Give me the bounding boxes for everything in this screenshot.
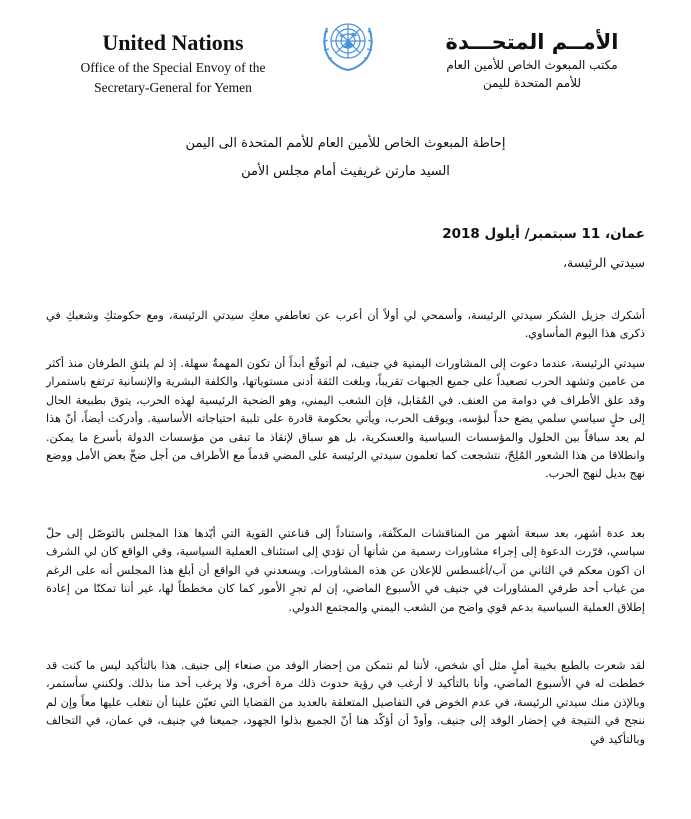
briefing-title: إحاطة المبعوث الخاص للأمين العام للأمم المتحدة الى اليمن (185, 136, 506, 151)
paragraph-4: لقد شعرت بالطبع بخيبة أملٍ مثل أي شخص، لأننا لم نتمكن من إحضار الوفد من صنعاء إلى جنيف. هذا بالتأكيد ليس ما كنت قد خططت له في الأسبوع الماضي، وأنا بالتأكيد لا أرغب في رؤية حدوث ذلك مرة أخرى، ولا يرغب أحد منا بذلك. ولكنني سأستمر، وبالإذن منك سيدتي الرئيسة، في عدم الخوض في التفاصيل المتعلقة بالعديد من القضايا التي تعيّن علينا أن نتغلب عليها معاً وإن لم ننجح في النتيجة في إحضار الوفد إلى جنيف. وأودّ أن أؤكّد هنا أنّ الجميع بذلوا الجهود، جميعنا في جنيف، في عمان، في التحالف وبالتأكيد في (46, 659, 645, 746)
org-name-arabic: الأمــم المتحـــدة (445, 30, 619, 54)
header-english (48, 30, 298, 96)
paragraph-3: بعد عدة أشهر، بعد سبعة أشهر من المناقشات المكثّفة، واستناداً إلى قناعتي القوية التي أيّدها هذا المجلس بالتوصّل إلى حلّ سياسي، قرّرت الدعوة إلى إجراء مشاورات رسمية من شأنها أن تؤدي إلى استئناف العملية السياسية، وفي الواقع كان لي الشرف ان اكون معكم في الثاني من آب/أغسطس للإعلان عن هذه المشاورات. ويسعدني في الواقع أن أبلغ هذا المجلس أنه على الرغم من غياب أحد طرفي المشاورات في جنيف في الأسبوع الماضي، إن لم تجرِ الأمور كما كان مخططاً لها، غير أننا تمكنّا من إعادة إطلاق العملية السياسية بدعم قوي واضح من الشعب اليمني والمجتمع الدولي. (46, 527, 645, 614)
paragraph-1: أشكرك جزيل الشكر سيدتي الرئيسة، وأسمحي لي أولاً أن أعرب عن تعاطفي معكِ سيدتي الرئيسة، ومع حكومتكِ وشعبكِ في ذكرى هذا اليوم المأساوي. (46, 309, 645, 341)
office-name-arabic-line1: مكتب المبعوث الخاص للأمين العام (446, 58, 618, 72)
salutation: سيدتي الرئيسة، (563, 255, 645, 270)
paragraph-2: سيدتي الرئيسة، عندما دعوت إلى المشاورات اليمنية في جنيف، لم أتوقّع أبداً أن تكون المهمةُ سهلة. إذ لم يلتقِ الطرفان منذ أكثر من عامين وتشهد الحرب تصعيداً على جميع الجبهات تقريباً، وبلغت الثقة أدنى مستوياتها، والكلفة البشرية والإنسانية ترتفع باستمرار وقد علق الأطراف في دوامة من العنف. في المُقابل، فإن الشعب اليمني، وهو الضحية الرئيسية لهذه الحرب، يتوق بطبيعة الحال إلى حلٍ سياسي سلمي يضع حداً لبؤسه، ويوقف الحرب، ويأتي بحكومة قادرة على تلبية احتياجاته الأساسية. وأدركت أيضاً، أنّ هذا لم يعد سباقاً بين الحلول والمؤسسات السياسية والعسكرية، بل هو سباق لإنقاذ ما تبقى من مؤسسات الدولة بأسرع ما يمكن. وانطلاقا من هذا الشعور المُلِحّ، نتشجعت كما تعلمون سيدتي الرئيسة على المضي قدماً مع الأطراف من أجل ضخّ بعض الأمل ووضع نهج بديل لنهج الحرب. (46, 357, 645, 481)
header-arabic (417, 28, 647, 92)
briefing-subtitle: السيد مارتن غريفيث أمام مجلس الأمن (241, 164, 450, 179)
office-name-english-line2: Secretary-General for Yemen (94, 80, 252, 95)
date-line: عمان، 11 سبتمبر/ أيلول 2018 (442, 226, 645, 242)
un-emblem-icon (317, 14, 379, 76)
office-name-arabic-line2: للأمم المتحدة لليمن (482, 76, 582, 90)
org-name-english: United Nations (102, 30, 244, 55)
office-name-english-line1: Office of the Special Envoy of the (80, 60, 266, 75)
